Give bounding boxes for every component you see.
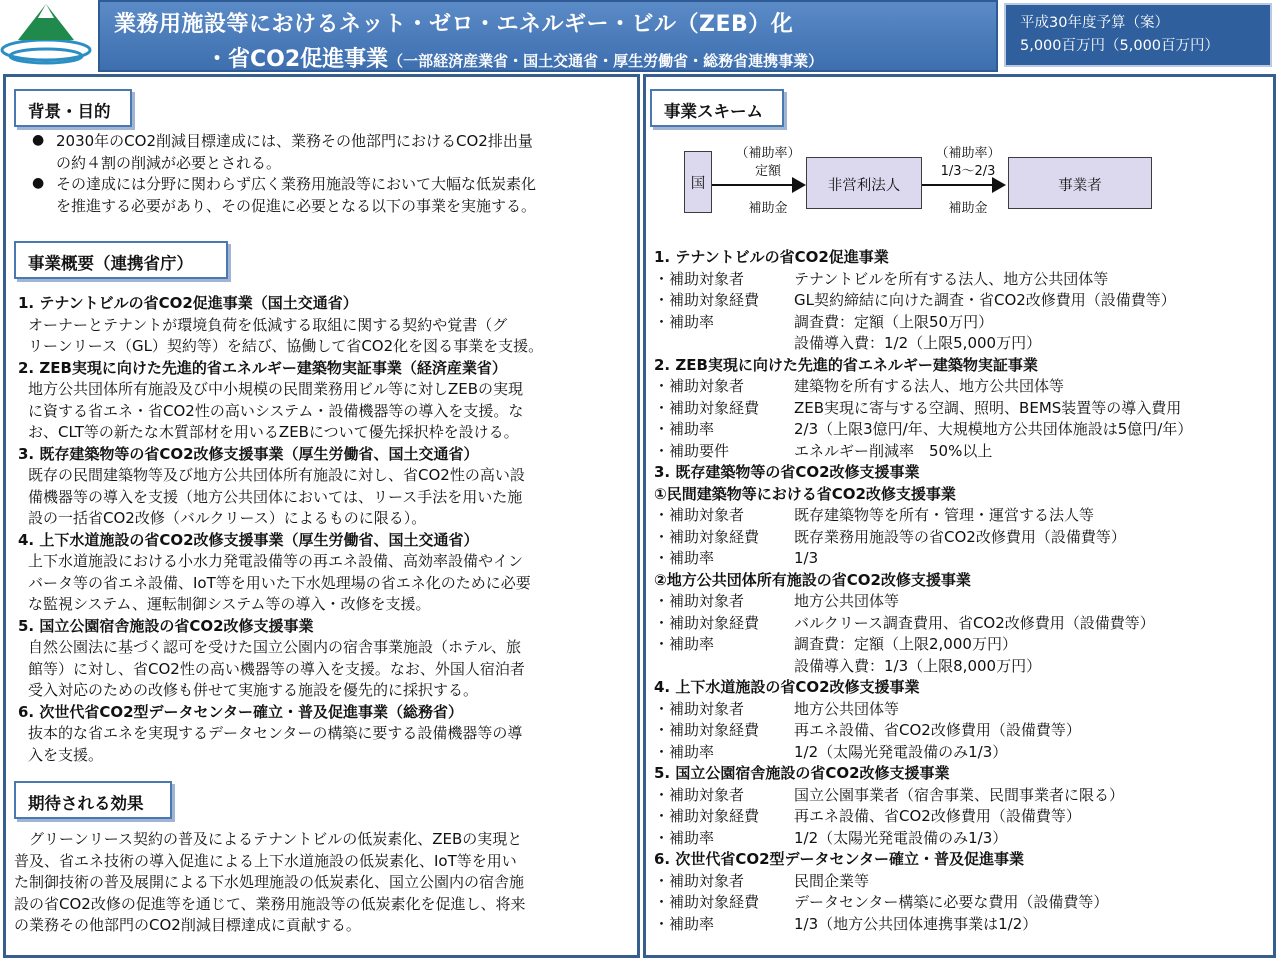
- overview-item-heading: 3. 既存建築物等の省CO2改修支援事業（厚生労働省、国土交通省）: [18, 444, 479, 463]
- scheme-detail-value: 1/2（太陽光発電設備のみ1/3）: [794, 742, 1008, 761]
- scheme-detail-row: [654, 419, 1274, 441]
- effects-line: グリーンリース契約の普及によるテナントビルの低炭素化、ZEBの実現と: [14, 830, 523, 848]
- overview-item-heading: 1. テナントビルの省CO2促進事業（国土交通省）: [18, 294, 358, 312]
- scheme-detail-key: ・補助対象経費: [654, 893, 760, 911]
- scheme-detail-key: ・補助対象者: [654, 592, 745, 610]
- section-title-background: 背景・目的: [14, 89, 132, 127]
- scheme-detail-value: 1/3: [794, 549, 819, 567]
- scheme-block-heading: ①民間建築物等における省CO2改修支援事業: [654, 484, 956, 503]
- effects-line: 普及、省エネ技術の導入促進による上下水道施設の低炭素化、IoT等を用い: [14, 851, 517, 870]
- arrow-head-2: [992, 177, 1006, 193]
- scheme-detail-row: [654, 591, 1274, 613]
- rate1-label-line2: 定額: [754, 164, 781, 179]
- scheme-block-heading: ②地方公共団体所有施設の省CO2改修支援事業: [654, 570, 971, 589]
- overview-item-text: 抜本的な省エネを実現するデータセンターの構築に要する設備機器等の導: [28, 724, 523, 742]
- scheme-detail-value: 調査費：定額（上限2,000万円）: [794, 635, 1017, 653]
- scheme-detail-value: 1/3（地方公共団体連携事業は1/2）: [794, 914, 1038, 933]
- scheme-detail-value: 1/2（太陽光発電設備のみ1/3）: [794, 828, 1008, 847]
- scheme-detail-row: [654, 527, 1274, 549]
- overview-item-text: に資する省エネ・省CO2性の高いシステム・設備機器等の導入を支援。な: [28, 401, 524, 420]
- page-title-sub: （一部経済産業省・国土交通省・厚生労働省・総務省連携事業）: [388, 52, 824, 70]
- scheme-detail-value: 調査費：定額（上限50万円）: [794, 312, 994, 331]
- scheme-detail-key: ・補助対象経費: [654, 527, 760, 546]
- effects-line: の業務その他部門のCO2削減目標達成に貢献する。: [14, 916, 361, 934]
- scheme-detail-key: ・補助対象者: [654, 699, 745, 718]
- scheme-detail-row: [654, 914, 1274, 936]
- overview-item-heading: 5. 国立公園宿舎施設の省CO2改修支援事業: [18, 616, 314, 635]
- scheme-detail-value: 既存建築物等を所有・管理・運営する法人等: [794, 506, 1095, 524]
- scheme-detail-value: 2/3（上限3億円/年、大規模地方公共団体施設は5億円/年）: [794, 420, 1193, 438]
- overview-item-text: リーンリース（GL）契約等）を結び、協働して省CO2化を図る事業を支援。: [28, 337, 544, 355]
- scheme-detail-value: テナントビルを所有する法人、地方公共団体等: [794, 269, 1109, 288]
- effects-line: 設の省CO2改修の促進等を通じて、業務用施設等の低炭素化を促進し、将来: [14, 894, 526, 913]
- scheme-detail-row: [654, 613, 1274, 635]
- scheme-detail-key: ・補助率: [654, 914, 715, 933]
- scheme-detail-key: ・補助対象者: [654, 269, 745, 288]
- scheme-detail-value: データセンター構築に必要な費用（設備費等）: [794, 893, 1109, 911]
- scheme-detail-row: [654, 806, 1274, 828]
- scheme-detail-row: [654, 699, 1274, 721]
- section-title-effects: 期待される効果: [14, 781, 172, 819]
- section-title-overview: 事業概要（連携省庁）: [14, 241, 228, 279]
- scheme-detail-key: ・補助要件: [654, 441, 730, 460]
- scheme-detail-key: ・補助対象者: [654, 506, 745, 524]
- scheme-detail-value: 既存業務用施設等の省CO2改修費用（設備費等）: [794, 527, 1126, 546]
- scheme-detail-row: [654, 892, 1274, 914]
- scheme-detail-key: ・補助対象経費: [654, 398, 760, 417]
- budget-box: [1004, 3, 1272, 67]
- overview-item-text: 備機器等の導入を支援（地方公共団体においては、リース手法を用いた施: [28, 487, 523, 506]
- scheme-detail-row: [654, 312, 1274, 334]
- scheme-detail-value: 建築物を所有する法人、地方公共団体等: [794, 377, 1065, 395]
- background-bullet-text: を推進する必要があり、その促進に必要となる以下の事業を実施する。: [56, 196, 537, 215]
- scheme-detail-value: バルクリース調査費用、省CO2改修費用（設備費等）: [794, 613, 1155, 632]
- overview-item-text: 入を支援。: [28, 745, 104, 764]
- overview-item-text: 既存の民間建築物等及び地方公共団体所有施設に対し、省CO2性の高い設: [28, 466, 525, 484]
- scheme-detail-row: [654, 720, 1274, 742]
- scheme-detail-key: ・補助対象者: [654, 377, 745, 395]
- scheme-block-heading: 6. 次世代省CO2型データセンター確立・普及促進事業: [654, 850, 1024, 868]
- scheme-detail-key: ・補助対象者: [654, 871, 745, 890]
- overview-item-heading: 4. 上下水道施設の省CO2改修支援事業（厚生労働省、国土交通省）: [18, 530, 479, 549]
- scheme-detail-row: [654, 742, 1274, 764]
- flow2-label: 補助金: [948, 201, 988, 216]
- rate1-label: [730, 145, 806, 181]
- scheme-detail-row: [654, 376, 1274, 398]
- scheme-block-heading: 3. 既存建築物等の省CO2改修支援事業: [654, 463, 920, 481]
- scheme-detail-key: ・補助率: [654, 742, 715, 761]
- scheme-detail-key: ・補助対象経費: [654, 613, 760, 632]
- scheme-block-heading: 1. テナントビルの省CO2促進事業: [654, 248, 889, 266]
- title-banner: [98, 0, 998, 72]
- scheme-detail-value: 再エネ設備、省CO2改修費用（設備費等）: [794, 721, 1081, 739]
- budget-label: 平成30年度予算（案）: [1020, 15, 1169, 31]
- background-bullet-text: 2030年のCO2削減目標達成には、業務その他部門におけるCO2排出量: [56, 132, 533, 150]
- scheme-detail-row: [654, 290, 1274, 312]
- scheme-block-heading: 4. 上下水道施設の省CO2改修支援事業: [654, 678, 920, 696]
- overview-item-heading: 6. 次世代省CO2型データセンター確立・普及促進事業（総務省）: [18, 702, 463, 721]
- background-bullet-text: その達成には分野に関わらず広く業務用施設等において大幅な低炭素化: [56, 175, 537, 193]
- scheme-detail-key: ・補助対象経費: [654, 807, 760, 825]
- scheme-detail-value: 地方公共団体等: [794, 699, 900, 718]
- overview-item-text: 地方公共団体所有施設及び中小規模の民間業務用ビル等に対しZEBの実現: [28, 380, 524, 398]
- scheme-detail-key: ・補助率: [654, 312, 715, 331]
- right-panel: [643, 74, 1276, 958]
- overview-item-text: バータ等の省エネ設備、IoT等を用いた下水処理場の省エネ化のために必要: [28, 573, 531, 592]
- scheme-detail-row: [654, 548, 1274, 570]
- left-panel: [3, 74, 640, 958]
- arrow-country-to-npo: [712, 184, 794, 186]
- overview-item-text: 自然公園法に基づく認可を受けた国立公園内の宿舎事業施設（ホテル、旅: [28, 638, 522, 656]
- box-operator: 事業者: [1008, 157, 1152, 209]
- scheme-detail-value: 設備導入費：1/2（上限5,000万円）: [794, 334, 1042, 352]
- overview-item-heading: 2. ZEB実現に向けた先進的省エネルギー建築物実証事業（経済産業省）: [18, 358, 507, 377]
- scheme-detail-value: 民間企業等: [794, 871, 870, 890]
- scheme-detail-value: 再エネ設備、省CO2改修費用（設備費等）: [794, 807, 1081, 825]
- overview-item-text: お、CLT等の新たな木質部材を用いるZEBについて優先採択枠を設ける。: [28, 423, 519, 441]
- scheme-detail-key: ・補助率: [654, 549, 715, 567]
- scheme-detail-value: エネルギー削減率 50%以上: [794, 441, 993, 460]
- scheme-detail-value: 国立公園事業者（宿舎事業、民間事業者に限る）: [794, 785, 1125, 804]
- page-title-line2: [206, 42, 823, 73]
- section-title-scheme: 事業スキーム: [650, 89, 784, 127]
- scheme-detail-row: [654, 398, 1274, 420]
- page-title-main: ・省CO2促進事業: [206, 47, 389, 72]
- scheme-detail-key: ・補助率: [654, 635, 715, 653]
- bullet-dot-icon: ●: [32, 175, 45, 191]
- scheme-block-heading: 5. 国立公園宿舎施設の省CO2改修支援事業: [654, 764, 950, 782]
- scheme-detail-row: [654, 333, 1274, 355]
- scheme-detail-value: GL契約締結に向けた調査・省CO2改修費用（設備費等）: [794, 291, 1176, 309]
- scheme-detail-row: [654, 871, 1274, 893]
- scheme-detail-key: ・補助率: [654, 420, 715, 438]
- scheme-detail-key: ・補助対象経費: [654, 291, 760, 309]
- overview-item-text: 設の一括省CO2改修（バルクリース）によるものに限る）。: [28, 509, 427, 527]
- scheme-detail-row: [654, 441, 1274, 463]
- budget-amount: 5,000百万円（5,000百万円）: [1020, 38, 1220, 54]
- arrow-head-1: [792, 177, 806, 193]
- box-country: 国: [684, 151, 712, 213]
- scheme-detail-row: [654, 656, 1274, 678]
- header: [0, 0, 1280, 74]
- scheme-detail-row: [654, 785, 1274, 807]
- mountain-water-logo: [0, 0, 98, 72]
- rate2-label: [930, 145, 1006, 181]
- bullet-dot-icon: ●: [32, 132, 45, 148]
- page-title-line1: 業務用施設等におけるネット・ゼロ・エネルギー・ビル（ZEB）化: [114, 12, 794, 37]
- scheme-detail-value: ZEB実現に寄与する空調、照明、BEMS装置等の導入費用: [794, 398, 1182, 417]
- scheme-detail-row: [654, 505, 1274, 527]
- scheme-detail-row: [654, 269, 1274, 291]
- rate1-label-line1: （補助率）: [735, 146, 801, 161]
- scheme-detail-row: [654, 828, 1274, 850]
- scheme-detail-key: ・補助対象者: [654, 785, 745, 804]
- scheme-block-heading: 2. ZEB実現に向けた先進的省エネルギー建築物実証事業: [654, 355, 1038, 374]
- background-bullet-text: の約４割の削減が必要とされる。: [56, 153, 282, 172]
- rate2-label-line1: （補助率）: [935, 146, 1001, 161]
- overview-item-text: な監視システム、運転制御システム等の導入・改修を支援。: [28, 595, 431, 613]
- scheme-detail-value: 設備導入費：1/3（上限8,000万円）: [794, 656, 1042, 675]
- scheme-detail-row: [654, 634, 1274, 656]
- overview-item-text: 上下水道施設における小水力発電設備等の再エネ設備、高効率設備やイン: [28, 552, 524, 570]
- flow1-label: 補助金: [748, 201, 788, 216]
- rate2-label-line2: 1/3～2/3: [940, 164, 996, 179]
- scheme-detail-key: ・補助対象経費: [654, 721, 760, 739]
- scheme-detail-key: ・補助率: [654, 828, 715, 847]
- arrow-npo-to-operator: [922, 184, 994, 186]
- overview-item-text: オーナーとテナントが環境負荷を低減する取組に関する契約や覚書（グ: [28, 315, 508, 334]
- overview-item-text: 受入対応のための改修も併せて実施する施設を優先的に採択する。: [28, 681, 479, 699]
- box-npo: 非営利法人: [806, 157, 922, 209]
- scheme-detail-value: 地方公共団体等: [794, 592, 900, 610]
- effects-line: た制御技術の普及展開による下水処理施設の低炭素化、国立公園内の宿舎施: [14, 873, 525, 891]
- overview-item-text: 館等）に対し、省CO2性の高い機器等の導入を支援。なお、外国人宿泊者: [28, 659, 525, 678]
